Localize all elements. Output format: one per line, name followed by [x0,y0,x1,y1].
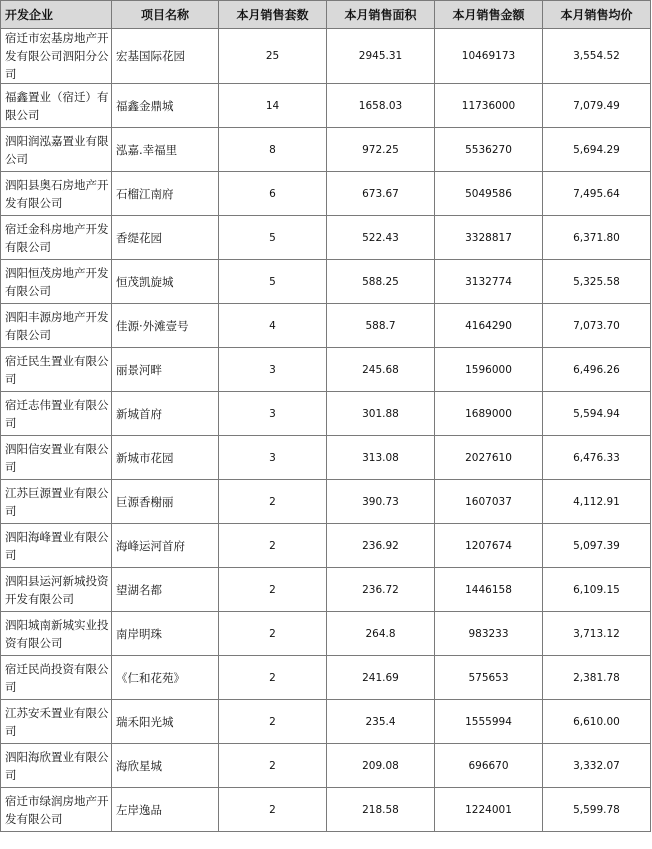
table-row [1,84,651,128]
cell-project: 望湖名都 [112,568,219,612]
cell-area: 301.88 [327,392,435,436]
cell-units: 2 [219,480,327,524]
cell-company: 泗阳县运河新城投资开发有限公司 [1,568,112,612]
cell-avg-price: 5,694.29 [543,128,651,172]
cell-company: 宿迁市宏基房地产开发有限公司泗阳分公司 [1,29,112,84]
cell-company: 宿迁市绿润房地产开发有限公司 [1,788,112,832]
cell-avg-price: 5,594.94 [543,392,651,436]
table-row [1,436,651,480]
cell-avg-price: 7,073.70 [543,304,651,348]
cell-project: 宏基国际花园 [112,29,219,84]
table-body [1,29,651,832]
cell-project: 海峰运河首府 [112,524,219,568]
table-row [1,29,651,84]
cell-avg-price: 3,554.52 [543,29,651,84]
cell-project: 香缇花园 [112,216,219,260]
cell-avg-price: 2,381.78 [543,656,651,700]
table-row [1,216,651,260]
cell-area: 236.92 [327,524,435,568]
table-row [1,128,651,172]
cell-amount: 5049586 [435,172,543,216]
header-avg-price: 本月销售均价 [543,1,651,29]
cell-units: 8 [219,128,327,172]
cell-project: 瑞禾阳光城 [112,700,219,744]
cell-units: 2 [219,612,327,656]
table-row [1,260,651,304]
cell-avg-price: 5,599.78 [543,788,651,832]
cell-avg-price: 6,371.80 [543,216,651,260]
cell-company: 泗阳润泓嘉置业有限公司 [1,128,112,172]
cell-company: 泗阳信安置业有限公司 [1,436,112,480]
cell-area: 390.73 [327,480,435,524]
cell-project: 南岸明珠 [112,612,219,656]
cell-project: 新城市花园 [112,436,219,480]
cell-company: 宿迁民尚投资有限公司 [1,656,112,700]
cell-amount: 1446158 [435,568,543,612]
cell-area: 972.25 [327,128,435,172]
cell-units: 14 [219,84,327,128]
cell-avg-price: 5,097.39 [543,524,651,568]
cell-company: 江苏安禾置业有限公司 [1,700,112,744]
cell-avg-price: 5,325.58 [543,260,651,304]
header-units: 本月销售套数 [219,1,327,29]
cell-units: 25 [219,29,327,84]
cell-units: 2 [219,568,327,612]
cell-area: 2945.31 [327,29,435,84]
cell-amount: 5536270 [435,128,543,172]
cell-company: 泗阳恒茂房地产开发有限公司 [1,260,112,304]
cell-avg-price: 6,496.26 [543,348,651,392]
cell-units: 4 [219,304,327,348]
cell-company: 宿迁志伟置业有限公司 [1,392,112,436]
cell-amount: 10469173 [435,29,543,84]
header-company: 开发企业 [1,1,112,29]
cell-amount: 2027610 [435,436,543,480]
table-row [1,788,651,832]
cell-company: 泗阳城南新城实业投资有限公司 [1,612,112,656]
cell-area: 264.8 [327,612,435,656]
cell-project: 巨源香榭丽 [112,480,219,524]
cell-area: 588.25 [327,260,435,304]
table-row [1,304,651,348]
cell-project: 丽景河畔 [112,348,219,392]
cell-units: 6 [219,172,327,216]
header-amount: 本月销售金额 [435,1,543,29]
cell-project: 新城首府 [112,392,219,436]
table-row [1,172,651,216]
cell-amount: 1607037 [435,480,543,524]
cell-area: 209.08 [327,744,435,788]
table-row [1,568,651,612]
cell-project: 泓嘉.幸福里 [112,128,219,172]
table-row [1,612,651,656]
cell-area: 313.08 [327,436,435,480]
table-row [1,348,651,392]
table-row [1,480,651,524]
cell-project: 海欣星城 [112,744,219,788]
cell-area: 235.4 [327,700,435,744]
cell-company: 宿迁民生置业有限公司 [1,348,112,392]
cell-avg-price: 7,495.64 [543,172,651,216]
cell-project: 左岸逸品 [112,788,219,832]
cell-avg-price: 3,332.07 [543,744,651,788]
cell-units: 3 [219,436,327,480]
cell-amount: 4164290 [435,304,543,348]
cell-project: 《仁和花苑》 [112,656,219,700]
cell-company: 泗阳海欣置业有限公司 [1,744,112,788]
cell-avg-price: 6,109.15 [543,568,651,612]
cell-company: 宿迁金科房地产开发有限公司 [1,216,112,260]
cell-avg-price: 6,476.33 [543,436,651,480]
cell-units: 2 [219,656,327,700]
cell-company: 泗阳海峰置业有限公司 [1,524,112,568]
cell-avg-price: 6,610.00 [543,700,651,744]
cell-company: 泗阳丰源房地产开发有限公司 [1,304,112,348]
cell-units: 2 [219,788,327,832]
cell-units: 3 [219,348,327,392]
cell-units: 2 [219,700,327,744]
cell-amount: 1555994 [435,700,543,744]
cell-amount: 1207674 [435,524,543,568]
cell-company: 泗阳县奥石房地产开发有限公司 [1,172,112,216]
cell-area: 241.69 [327,656,435,700]
cell-avg-price: 3,713.12 [543,612,651,656]
cell-amount: 1689000 [435,392,543,436]
cell-project: 佳源·外滩壹号 [112,304,219,348]
cell-area: 588.7 [327,304,435,348]
cell-avg-price: 7,079.49 [543,84,651,128]
cell-avg-price: 4,112.91 [543,480,651,524]
cell-project: 恒茂凯旋城 [112,260,219,304]
header-row [1,1,651,29]
table-row [1,392,651,436]
cell-amount: 11736000 [435,84,543,128]
cell-project: 福鑫金鼎城 [112,84,219,128]
cell-company: 江苏巨源置业有限公司 [1,480,112,524]
cell-units: 3 [219,392,327,436]
header-area: 本月销售面积 [327,1,435,29]
cell-area: 522.43 [327,216,435,260]
table-row [1,700,651,744]
cell-amount: 3132774 [435,260,543,304]
cell-company: 福鑫置业（宿迁）有限公司 [1,84,112,128]
cell-project: 石榴江南府 [112,172,219,216]
cell-area: 673.67 [327,172,435,216]
table-row [1,744,651,788]
cell-area: 236.72 [327,568,435,612]
table-row [1,656,651,700]
cell-amount: 575653 [435,656,543,700]
cell-area: 1658.03 [327,84,435,128]
cell-area: 245.68 [327,348,435,392]
cell-units: 5 [219,216,327,260]
cell-amount: 1224001 [435,788,543,832]
cell-amount: 696670 [435,744,543,788]
header-project: 项目名称 [112,1,219,29]
cell-amount: 3328817 [435,216,543,260]
cell-units: 2 [219,744,327,788]
cell-amount: 983233 [435,612,543,656]
cell-area: 218.58 [327,788,435,832]
table-row [1,524,651,568]
cell-amount: 1596000 [435,348,543,392]
cell-units: 5 [219,260,327,304]
cell-units: 2 [219,524,327,568]
